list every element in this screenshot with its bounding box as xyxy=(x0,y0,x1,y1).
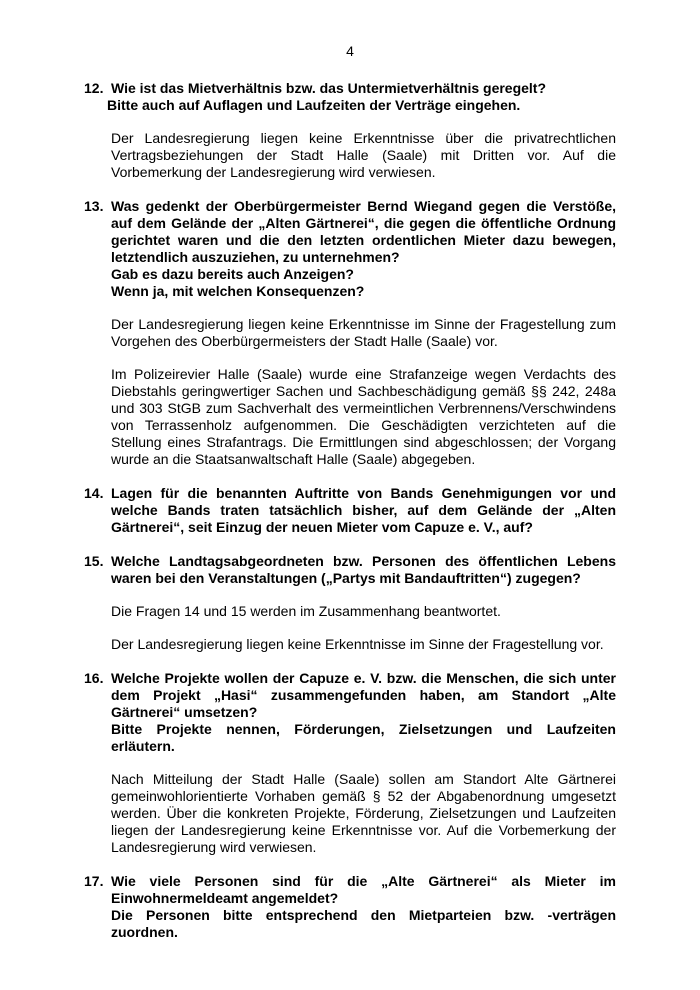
question-17 xyxy=(84,873,616,941)
question-number: 12. xyxy=(84,80,104,96)
question-15 xyxy=(84,553,616,587)
question-title: Wie ist das Mietverhältnis bzw. das Untermietverhältnis geregelt? xyxy=(111,80,547,96)
question-14 xyxy=(84,485,616,536)
page-number: 4 xyxy=(346,43,354,59)
question-12 xyxy=(84,80,616,114)
question-subquestion: Gab es dazu bereits auch Anzeigen? xyxy=(111,266,354,282)
answer-paragraph: Nach Mitteilung der Stadt Halle (Saale) sollen am Standort Alte Gärtnerei gemeinwohlorientierte Vorhaben gemäß § 52 der Abgabenordnung umgesetzt werden. Über die konkreten Projekte, Förderung, Zielsetzungen und Laufzeiten liegen der Landesregierung keine Erkenntnisse vor. Auf die Vorbemerkung der Landesregierung wird verwiesen. xyxy=(111,771,616,855)
question-16 xyxy=(84,670,616,755)
question-subquestion: Die Personen bitte entsprechend den Mietparteien bzw. -verträgen zuordnen. xyxy=(111,907,616,940)
answer-paragraph: Im Polizeirevier Halle (Saale) wurde eine Strafanzeige wegen Verdachts des Diebstahls geringwertiger Sachen und Sachbeschädigung gemäß §§ 242, 248a und 303 StGB zum Sachverhalt des vermeintlichen Verbrennens/Verschwindens von Terrassenholz aufgenommen. Die Geschädigten verzichteten auf die Stellung eines Strafantrags. Die Ermittlungen sind abgeschlossen; der Vorgang wurde an die Staatsanwaltschaft Halle (Saale) abgegeben. xyxy=(111,366,616,467)
question-13 xyxy=(84,198,616,300)
question-title: Welche Projekte wollen der Capuze e. V. bzw. die Menschen, die sich unter dem Projekt „Hasi“ zusammengefunden haben, am Standort „Alte Gärtnerei“ umsetzen? xyxy=(111,670,616,720)
question-number: 16. xyxy=(84,670,104,686)
question-number: 15. xyxy=(84,553,104,569)
question-title: Welche Landtagsabgeordneten bzw. Personen des öffentlichen Lebens waren bei den Veranstaltungen („Partys mit Bandauftritten“) zugegen? xyxy=(111,553,616,586)
question-subquestion: Bitte Projekte nennen, Förderungen, Zielsetzungen und Laufzeiten erläutern. xyxy=(111,721,616,754)
answer-paragraph: Der Landesregierung liegen keine Erkenntnisse über die privatrechtlichen Vertragsbeziehungen der Stadt Halle (Saale) mit Dritten vor. Auf die Vorbemerkung der Landesregierung wird verwiesen. xyxy=(111,130,616,180)
answer-paragraph: Die Fragen 14 und 15 werden im Zusammenhang beantwortet. xyxy=(111,603,501,619)
answer-paragraph: Der Landesregierung liegen keine Erkenntnisse im Sinne der Fragestellung zum Vorgehen des Oberbürgermeisters der Stadt Halle (Saale) vor. xyxy=(111,316,616,349)
question-title: Wie viele Personen sind für die „Alte Gärtnerei“ als Mieter im Einwohnermeldeamt angemeldet? xyxy=(111,873,616,906)
question-subquestion: Wenn ja, mit welchen Konsequenzen? xyxy=(111,283,365,299)
question-number: 13. xyxy=(84,198,104,214)
question-title: Lagen für die benannten Auftritte von Bands Genehmigungen vor und welche Bands traten tatsächlich bisher, auf dem Gelände der „Alten Gärtnerei“, seit Einzug der neuen Mieter vom Capuze e. V., auf? xyxy=(111,485,616,535)
question-number: 17. xyxy=(84,873,104,889)
question-title: Was gedenkt der Oberbürgermeister Bernd Wiegand gegen die Verstöße, auf dem Gelände der „Alten Gärtnerei“, die gegen die öffentliche Ordnung gerichtet waren und die den letzten ordentlichen Mieter dazu bewegen, letztendlich auszuziehen, zu unternehmen? xyxy=(111,198,616,265)
answer-paragraph: Der Landesregierung liegen keine Erkenntnisse im Sinne der Fragestellung vor. xyxy=(111,636,604,652)
document-body xyxy=(84,80,616,941)
question-subquestion: Bitte auch auf Auflagen und Laufzeiten der Verträge eingehen. xyxy=(107,97,521,113)
question-number: 14. xyxy=(84,485,104,501)
